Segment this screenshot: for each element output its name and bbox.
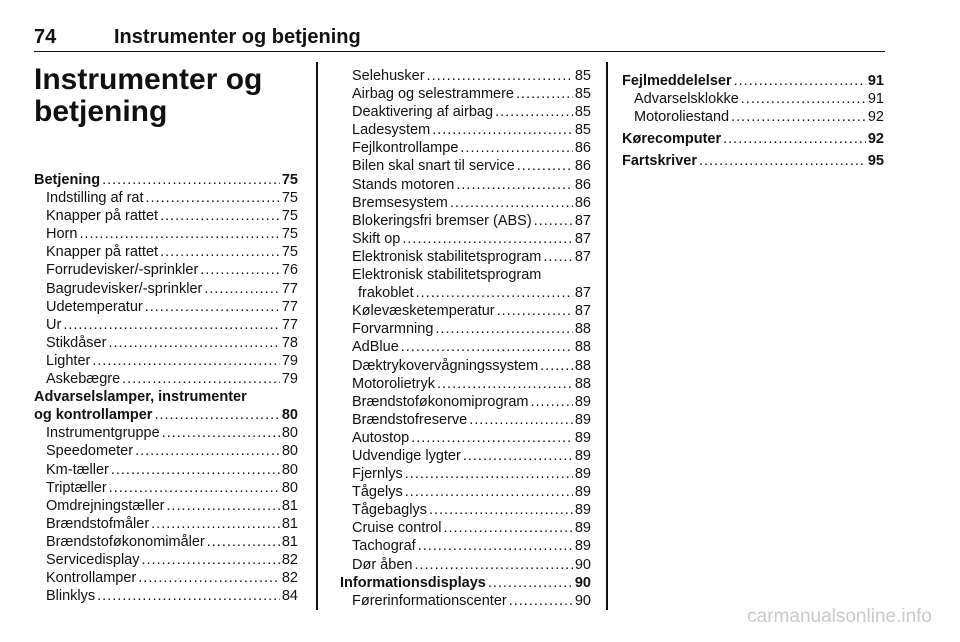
toc-entry-label: Motorolietryk: [352, 375, 435, 392]
toc-entry[interactable]: [340, 537, 591, 555]
toc-entry[interactable]: [34, 298, 298, 316]
toc-entry-label: Kølevæsketemperatur: [352, 303, 495, 320]
toc-entry[interactable]: [340, 519, 591, 537]
dot-leader: [204, 280, 280, 298]
toc-entry-label: Forrudevisker/-sprinkler: [46, 262, 199, 279]
toc-page-number: 77: [281, 280, 298, 297]
toc-entry[interactable]: [34, 352, 298, 370]
dot-leader: [543, 248, 572, 266]
watermark-text: carmanualsonline.info: [747, 606, 932, 627]
dot-leader: [531, 393, 573, 411]
toc-section-label: Betjening: [34, 172, 101, 188]
toc-entry-label: Speedometer: [46, 443, 134, 460]
toc-entry[interactable]: [34, 334, 298, 352]
toc-entry[interactable]: [34, 424, 298, 442]
toc-page-number: 89: [574, 466, 591, 483]
toc-entry-label: Brændstofreserve: [352, 411, 468, 428]
chapter-title: [34, 64, 314, 128]
dot-leader: [160, 207, 280, 225]
toc-entry[interactable]: [340, 465, 591, 483]
toc-page-number: 80: [281, 461, 298, 478]
toc-entry[interactable]: [34, 569, 298, 587]
toc-entry[interactable]: [34, 461, 298, 479]
toc-page-number: 75: [281, 190, 298, 207]
dot-leader: [79, 225, 279, 243]
toc-entry[interactable]: [340, 176, 591, 194]
toc-entry-label: Horn: [46, 226, 78, 243]
toc-page-number: 88: [574, 321, 591, 338]
toc-entry[interactable]: [340, 139, 591, 157]
toc-entry[interactable]: [340, 284, 591, 302]
toc-page-number: 89: [574, 447, 591, 464]
toc-page-number: 87: [574, 285, 591, 302]
dot-leader: [540, 357, 573, 375]
running-title: Instrumenter og betjening: [114, 26, 361, 48]
dot-leader: [741, 90, 866, 108]
dot-leader: [488, 574, 573, 592]
toc-entry[interactable]: [622, 90, 884, 108]
toc-entry[interactable]: [340, 429, 591, 447]
toc-section-informationsdisplays[interactable]: [340, 574, 591, 592]
toc-entry-label: Førerinformationscenter: [352, 592, 507, 609]
toc-entry[interactable]: [340, 556, 591, 574]
toc-entry-label: Dæktrykovervågningssystem: [352, 357, 539, 374]
toc-entry-label: Lighter: [46, 352, 91, 369]
toc-page-number: 88: [574, 339, 591, 356]
toc-entry[interactable]: [340, 338, 591, 356]
dot-leader: [63, 316, 280, 334]
toc-entry-label: Stikdåser: [46, 334, 107, 351]
dot-leader: [109, 479, 280, 497]
toc-page-number: 79: [281, 371, 298, 388]
dot-leader: [734, 72, 866, 90]
column-divider: [606, 62, 608, 610]
toc-page-number: 82: [281, 570, 298, 587]
toc-section-label: Kørecomputer: [622, 131, 722, 148]
toc-column-2: [340, 67, 591, 610]
toc-page-number: 89: [574, 429, 591, 446]
toc-page-number: 89: [574, 538, 591, 555]
dot-leader: [122, 370, 280, 388]
dot-leader: [416, 284, 573, 302]
toc-entry-label: Airbag og selestrammere: [352, 86, 514, 103]
dot-leader: [142, 551, 280, 569]
toc-entry-label: Bilen skal snart til service: [352, 158, 515, 175]
toc-entry-label: Knapper på rattet: [46, 244, 159, 261]
toc-page-number: 81: [281, 533, 298, 550]
toc-entry-label: Dør åben: [352, 556, 413, 573]
toc-page-number: 76: [281, 262, 298, 279]
toc-page-number: 89: [574, 411, 591, 428]
dot-leader: [146, 189, 280, 207]
toc-page-number: 87: [574, 212, 591, 229]
toc-entry-label: Brændstofmåler: [46, 515, 150, 532]
toc-entry-label: Fjernlys: [352, 466, 403, 483]
toc-page-number: 84: [281, 588, 298, 605]
toc-entry-label: Kontrollamper: [46, 570, 137, 587]
toc-entry-label: Km-tæller: [46, 461, 109, 478]
toc-page-number: 80: [281, 425, 298, 442]
toc-page-number: 92: [867, 109, 884, 126]
toc-entry-label: Blinklys: [46, 588, 96, 605]
dot-leader: [102, 171, 280, 189]
toc-entry-label: Tågelys: [352, 484, 403, 501]
toc-page-number: 90: [574, 592, 591, 609]
toc-page-number: 87: [574, 230, 591, 247]
dot-leader: [138, 569, 280, 587]
toc-entry-label: Knapper på rattet: [46, 208, 159, 225]
toc-page-number: 91: [867, 91, 884, 108]
dot-leader: [723, 130, 866, 148]
toc-page-number: 91: [867, 73, 884, 89]
toc-entry-label: Ur: [46, 316, 62, 333]
dot-leader: [162, 424, 280, 442]
toc-entry-label: Blokeringsfri bremser (ABS): [352, 212, 532, 229]
toc-list: [34, 189, 298, 388]
dot-leader: [450, 194, 573, 212]
toc-entry[interactable]: [340, 357, 591, 375]
toc-entry-label: Askebægre: [46, 371, 121, 388]
dot-leader: [92, 352, 280, 370]
toc-entry-label: Omdrejningstæller: [46, 497, 165, 514]
toc-entry[interactable]: [622, 108, 884, 126]
toc-page-number: 85: [574, 86, 591, 103]
dot-leader: [97, 587, 280, 605]
toc-entry-label: Instrumentgruppe: [46, 425, 160, 442]
toc-page-number: 82: [281, 551, 298, 568]
toc-page-number: 89: [574, 520, 591, 537]
dot-leader: [432, 121, 573, 139]
toc-entry[interactable]: [34, 207, 298, 225]
toc-entry[interactable]: [340, 501, 591, 519]
toc-entry[interactable]: [340, 157, 591, 175]
toc-entry-label: Fejlkontrollampe: [352, 140, 459, 157]
dot-leader: [469, 411, 573, 429]
toc-entry-label: Brændstoføkonomimåler: [46, 533, 205, 550]
toc-entry-label: Ladesystem: [352, 122, 431, 139]
toc-entry[interactable]: [340, 67, 591, 85]
toc-entry-label: Stands motoren: [352, 176, 455, 193]
toc-page-number: 88: [574, 357, 591, 374]
dot-leader: [405, 465, 573, 483]
toc-page-number: 85: [574, 122, 591, 139]
toc-section-label: Fejlmeddelelser: [622, 73, 732, 89]
dot-leader: [154, 406, 279, 424]
toc-entry[interactable]: [34, 497, 298, 515]
dot-leader: [435, 320, 572, 338]
toc-list: [34, 424, 298, 605]
toc-page-number: 86: [574, 194, 591, 211]
dot-leader: [429, 501, 573, 519]
dot-leader: [411, 429, 573, 447]
toc-entry[interactable]: [34, 551, 298, 569]
dot-leader: [402, 230, 573, 248]
toc-entry[interactable]: [340, 447, 591, 465]
column-divider: [316, 62, 318, 610]
dot-leader: [151, 515, 280, 533]
toc-entry[interactable]: [340, 320, 591, 338]
toc-entry[interactable]: [340, 194, 591, 212]
dot-leader: [145, 298, 280, 316]
dot-leader: [108, 334, 279, 352]
dot-leader: [516, 85, 573, 103]
toc-entry-label: Elektronisk stabilitetsprogram: [352, 248, 542, 265]
toc-entry[interactable]: [340, 103, 591, 121]
dot-leader: [517, 157, 573, 175]
toc-page-number: 78: [281, 334, 298, 351]
toc-page-number: 77: [281, 298, 298, 315]
dot-leader: [160, 243, 280, 261]
dot-leader: [460, 139, 572, 157]
dot-leader: [456, 176, 572, 194]
toc-entry[interactable]: [34, 261, 298, 279]
toc-entry[interactable]: [34, 442, 298, 460]
toc-column-1: [34, 171, 298, 605]
dot-leader: [166, 497, 279, 515]
toc-entry[interactable]: [34, 479, 298, 497]
toc-list: [340, 67, 591, 266]
toc-entry[interactable]: [34, 189, 298, 207]
toc-page-number: 85: [574, 104, 591, 121]
dot-leader: [731, 108, 866, 126]
dot-leader: [427, 67, 573, 85]
toc-entry-label: Skift op: [352, 230, 401, 247]
toc-page-number: 89: [574, 484, 591, 501]
toc-entry-label: Autostop: [352, 429, 410, 446]
toc-entry-label: Selehusker: [352, 68, 425, 84]
toc-page-number: 80: [281, 443, 298, 460]
dot-leader: [534, 212, 573, 230]
toc-section-label: og kontrollamper: [34, 407, 153, 424]
toc-entry-label: Deaktivering af airbag: [352, 104, 494, 121]
toc-entry-label: Triptæller: [46, 479, 107, 496]
toc-entry[interactable]: [34, 515, 298, 533]
toc-page-number: 75: [281, 172, 298, 188]
toc-entry-label: Udetemperatur: [46, 298, 143, 315]
dot-leader: [418, 537, 573, 555]
toc-entry[interactable]: [340, 121, 591, 139]
dot-leader: [443, 519, 572, 537]
dot-leader: [111, 461, 280, 479]
toc-page-number: 75: [281, 244, 298, 261]
toc-entry[interactable]: [340, 302, 591, 320]
toc-page-number: 90: [574, 556, 591, 573]
toc-page-number: 87: [574, 248, 591, 265]
toc-page-number: 92: [867, 131, 884, 148]
toc-section-label-line1: Advarselslamper, instrumenter: [34, 389, 247, 406]
toc-entry[interactable]: [34, 316, 298, 334]
dot-leader: [509, 592, 573, 610]
toc-entry-label: Advarselsklokke: [634, 91, 739, 108]
toc-page-number: 80: [281, 479, 298, 496]
toc-page-number: 81: [281, 497, 298, 514]
dot-leader: [495, 103, 573, 121]
toc-entry[interactable]: [340, 248, 591, 266]
toc-page-number: 85: [574, 68, 591, 84]
toc-entry-label: frakoblet: [358, 285, 414, 302]
toc-entry[interactable]: [340, 85, 591, 103]
toc-section-label: Informationsdisplays: [340, 574, 486, 591]
toc-page-number: 86: [574, 176, 591, 193]
toc-page-number: 79: [281, 352, 298, 369]
dot-leader: [414, 556, 572, 574]
page-header: [34, 26, 885, 52]
toc-entry[interactable]: [340, 411, 591, 429]
toc-entry[interactable]: [34, 243, 298, 261]
chapter-title-line2: betjening: [34, 95, 168, 128]
toc-entry-label-line1: Elektronisk stabilitetsprogram: [352, 267, 542, 284]
toc-list: [340, 302, 591, 573]
toc-entry[interactable]: [340, 483, 591, 501]
toc-page-number: 75: [281, 226, 298, 243]
toc-entry-label: Tachograf: [352, 538, 416, 555]
toc-page-number: 77: [281, 316, 298, 333]
toc-page-number: 89: [574, 393, 591, 410]
dot-leader: [437, 375, 573, 393]
toc-entry[interactable]: [34, 225, 298, 243]
toc-entry-label: Indstilling af rat: [46, 190, 144, 207]
toc-page-number: 87: [574, 303, 591, 320]
toc-page-number: 90: [574, 574, 591, 591]
dot-leader: [405, 483, 573, 501]
dot-leader: [463, 447, 573, 465]
toc-entry-label: Brændstoføkonomiprogram: [352, 393, 529, 410]
toc-entry[interactable]: [34, 533, 298, 551]
dot-leader: [699, 152, 866, 170]
toc-entry[interactable]: [340, 375, 591, 393]
toc-page-number: 95: [867, 153, 884, 170]
chapter-title-line1: Instrumenter og: [34, 63, 263, 96]
toc-entry-label: Motoroliestand: [634, 109, 730, 126]
toc-entry[interactable]: [340, 230, 591, 248]
toc-entry-label: Bremsesystem: [352, 194, 448, 211]
toc-section-advarselslamper[interactable]: [34, 406, 298, 424]
toc-page-number: 89: [574, 502, 591, 519]
toc-entry[interactable]: [340, 212, 591, 230]
toc-entry-label: Udvendige lygter: [352, 447, 461, 464]
toc-entry[interactable]: [34, 280, 298, 298]
toc-section-betjening[interactable]: [34, 171, 298, 189]
toc-page-number: 81: [281, 515, 298, 532]
toc-section-label: Fartskriver: [622, 153, 697, 170]
toc-entry-label: Servicedisplay: [46, 551, 140, 568]
toc-section-korecomputer[interactable]: [622, 130, 884, 148]
dot-leader: [200, 261, 280, 279]
toc-entry[interactable]: [340, 592, 591, 610]
dot-leader: [135, 442, 280, 460]
toc-page-number: 75: [281, 208, 298, 225]
toc-entry[interactable]: [34, 587, 298, 605]
page-number: 74: [34, 26, 57, 48]
toc-list: [622, 90, 884, 126]
toc-page-number: 86: [574, 140, 591, 157]
toc-list: [340, 592, 591, 610]
toc-entry-label: AdBlue: [352, 339, 399, 356]
toc-entry-label: Cruise control: [352, 520, 442, 537]
toc-page-number: 86: [574, 158, 591, 175]
toc-page-number: 88: [574, 375, 591, 392]
dot-leader: [207, 533, 280, 551]
toc-column-3: [622, 72, 884, 170]
toc-entry[interactable]: [340, 393, 591, 411]
toc-section-fartskriver[interactable]: [622, 152, 884, 170]
toc-entry[interactable]: [34, 370, 298, 388]
toc-entry-label: Forvarmning: [352, 321, 434, 338]
toc-entry-label: Bagrudevisker/-sprinkler: [46, 280, 203, 297]
dot-leader: [401, 338, 573, 356]
toc-section-fejlmeddelelser[interactable]: [622, 72, 884, 90]
toc-page-number: 80: [281, 407, 298, 424]
dot-leader: [497, 302, 573, 320]
toc-entry-label: Tågebaglys: [352, 502, 427, 519]
